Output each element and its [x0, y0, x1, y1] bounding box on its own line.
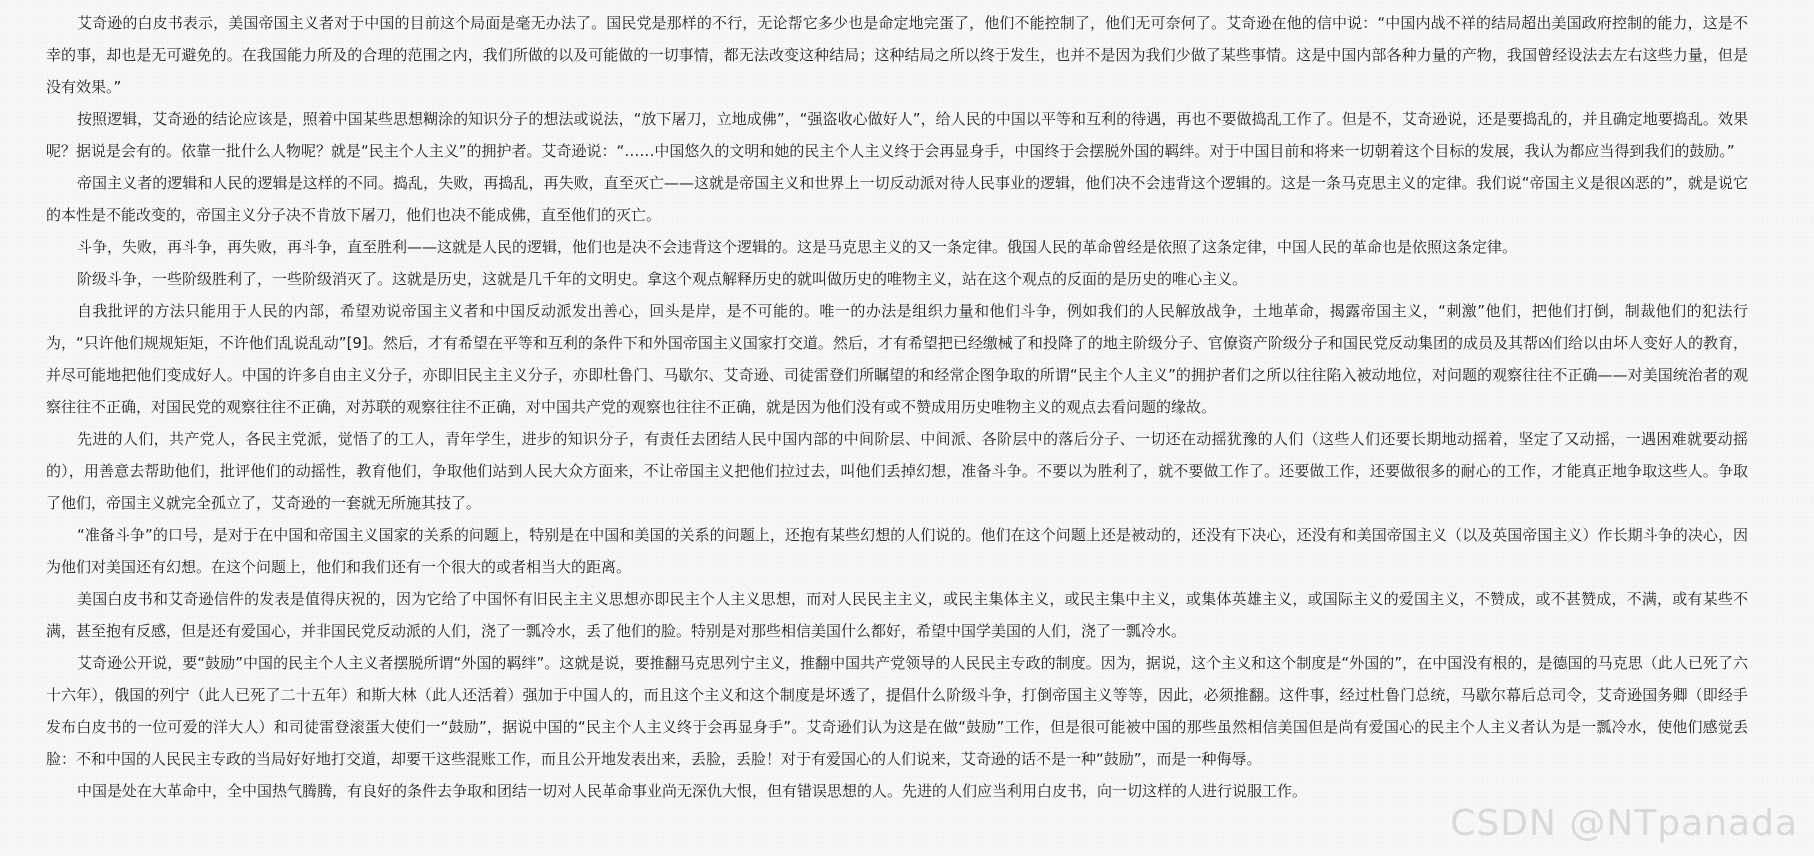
- paragraph-10: 艾奇逊公开说，要“鼓励”中国的民主个人主义者摆脱所谓“外国的羁绊”。这就是说，要推翻马克思列宁主义，推翻中国共产党领导的人民民主专政的制度。因为，据说，这个主义和这个制度是“外国的”，在中国没有根的，是德国的马克思（此人已死了六十六年），俄国的列宁（此人已死了二十五年）和斯大林（此人还活着）强加于中国人的，而且这个主义和这个制度是坏透了，提倡什么阶级斗争，打倒帝国主义等等，因此，必须推翻。这件事，经过杜鲁门总统，马歇尔幕后总司令，艾奇逊国务卿（即经手发布白皮书的一位可爱的洋大人）和司徒雷登滚蛋大使们一“鼓励”，据说中国的“民主个人主义终于会再显身手”。艾奇逊们认为这是在做“鼓励”工作，但是很可能被中国的那些虽然相信美国但是尚有爱国心的民主个人主义者认为是一瓢冷水，使他们感觉丢脸：不和中国的人民民主专政的当局好好地打交道，却要干这些混账工作，而且公开地发表出来，丢脸，丢脸！对于有爱国心的人们说来，艾奇逊的话不是一种“鼓励”，而是一种侮辱。: [46, 654, 1748, 768]
- paragraph-9: 美国白皮书和艾奇逊信件的发表是值得庆祝的，因为它给了中国怀有旧民主主义思想亦即民主个人主义思想，而对人民民主主义，或民主集体主义，或民主集中主义，或集体英雄主义，或国际主义的爱国主义，不赞成，或不甚赞成，不满，或有某些不满，甚至抱有反感，但是还有爱国心，并非国民党反动派的人们，浇了一瓢冷水，丢了他们的脸。特别是对那些相信美国什么都好，希望中国学美国的人们，浇了一瓢冷水。: [46, 590, 1748, 640]
- paragraph-11: 中国是处在大革命中，全中国热气腾腾，有良好的条件去争取和团结一切对人民革命事业尚无深仇大恨，但有错误思想的人。先进的人们应当利用白皮书，向一切这样的人进行说服工作。: [77, 782, 1308, 800]
- paragraph-8: “准备斗争”的口号，是对于在中国和帝国主义国家的关系的问题上，特别是在中国和美国的关系的问题上，还抱有某些幻想的人们说的。他们在这个问题上还是被动的，还没有下决心，还没有和美国帝国主义（以及英国帝国主义）作长期斗争的决心，因为他们对美国还有幻想。在这个问题上，他们和我们还有一个很大的或者相当大的距离。: [46, 526, 1748, 576]
- csdn-watermark: CSDN @NTpanada: [1450, 803, 1798, 844]
- paragraph-7: 先进的人们，共产党人，各民主党派，觉悟了的工人，青年学生，进步的知识分子，有责任去团结人民中国内部的中间阶层、中间派、各阶层中的落后分子、一切还在动摇犹豫的人们（这些人们还要长期地动摇着，坚定了又动摇，一遇困难就要动摇的），用善意去帮助他们，批评他们的动摇性，教育他们，争取他们站到人民大众方面来，不让帝国主义把他们拉过去，叫他们丢掉幻想，准备斗争。不要以为胜利了，就不要做工作了。还要做工作，还要做很多的耐心的工作，才能真正地争取这些人。争取了他们，帝国主义就完全孤立了，艾奇逊的一套就无所施其技了。: [46, 430, 1748, 512]
- paragraph-4: 斗争，失败，再斗争，再失败，再斗争，直至胜利——这就是人民的逻辑，他们也是决不会违背这个逻辑的。这是马克思主义的又一条定律。俄国人民的革命曾经是依照了这条定律，中国人民的革命也是依照这条定律。: [77, 238, 1518, 256]
- paragraph-5: 阶级斗争，一些阶级胜利了，一些阶级消灭了。这就是历史，这就是几千年的文明史。拿这个观点解释历史的就叫做历史的唯物主义，站在这个观点的反面的是历史的唯心主义。: [77, 270, 1248, 288]
- paragraph-6: 自我批评的方法只能用于人民的内部，希望劝说帝国主义者和中国反动派发出善心，回头是岸，是不可能的。唯一的办法是组织力量和他们斗争，例如我们的人民解放战争，土地革命，揭露帝国主义，“刺激”他们，把他们打倒，制裁他们的犯法行为，“只许他们规规矩矩，不许他们乱说乱动”[9]。然后，才有希望在平等和互利的条件下和外国帝国主义国家打交道。然后，才有希望把已经缴械了和投降了的地主阶级分子、官僚资产阶级分子和国民党反动集团的成员及其帮凶们给以由坏人变好人的教育，并尽可能地把他们变成好人。中国的许多自由主义分子，亦即旧民主主义分子，亦即杜鲁门、马歇尔、艾奇逊、司徒雷登们所瞩望的和经常企图争取的所谓“民主个人主义”的拥护者们之所以往往陷入被动地位，对问题的观察往往不正确——对美国统治者的观察往往不正确，对国民党的观察往往不正确，对苏联的观察往往不正确，对中国共产党的观察也往往不正确，就是因为他们没有或不赞成用历史唯物主义的观点去看问题的缘故。: [46, 302, 1748, 416]
- article-body: [46, 7, 1748, 807]
- paragraph-3: 帝国主义者的逻辑和人民的逻辑是这样的不同。捣乱，失败，再捣乱，再失败，直至灭亡——这就是帝国主义和世界上一切反动派对待人民事业的逻辑，他们决不会违背这个逻辑的。这是一条马克思主义的定律。我们说“帝国主义是很凶恶的”，就是说它的本性是不能改变的，帝国主义分子决不肯放下屠刀，他们也决不能成佛，直至他们的灭亡。: [46, 174, 1748, 224]
- paragraph-1: 艾奇逊的白皮书表示，美国帝国主义者对于中国的目前这个局面是毫无办法了。国民党是那样的不行，无论帮它多少也是命定地完蛋了，他们不能控制了，他们无可奈何了。艾奇逊在他的信中说：“中国内战不祥的结局超出美国政府控制的能力，这是不幸的事，却也是无可避免的。在我国能力所及的合理的范围之内，我们所做的以及可能做的一切事情，都无法改变这种结局；这种结局之所以终于发生，也并不是因为我们少做了某些事情。这是中国内部各种力量的产物，我国曾经设法去左右这些力量，但是没有效果。”: [46, 14, 1748, 96]
- paragraph-2: 按照逻辑，艾奇逊的结论应该是，照着中国某些思想糊涂的知识分子的想法或说法，“放下屠刀，立地成佛”，“强盗收心做好人”，给人民的中国以平等和互利的待遇，再也不要做捣乱工作了。但是不，艾奇逊说，还是要捣乱的，并且确定地要捣乱。效果呢？据说是会有的。依靠一批什么人物呢？就是“民主个人主义”的拥护者。艾奇逊说：“……中国悠久的文明和她的民主个人主义终于会再显身手，中国终于会摆脱外国的羁绊。对于中国目前和将来一切朝着这个目标的发展，我认为都应当得到我们的鼓励。”: [46, 110, 1748, 160]
